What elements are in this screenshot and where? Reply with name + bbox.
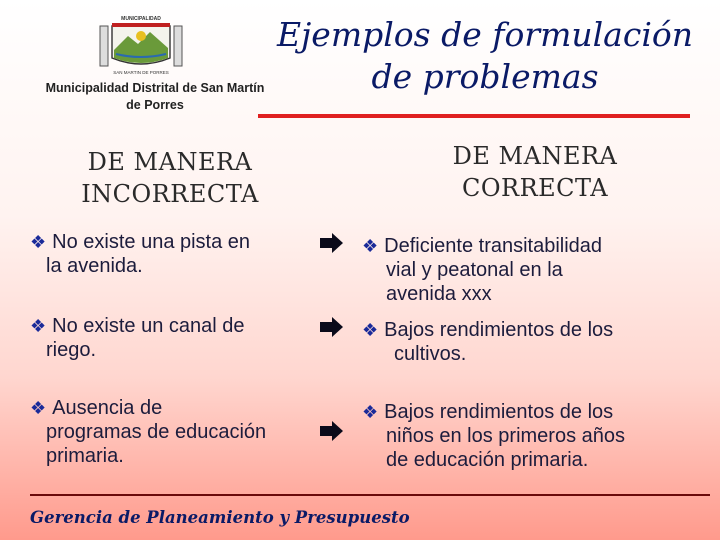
correct-item-3	[362, 400, 625, 472]
footer-divider	[30, 494, 710, 496]
item-text: de educación primaria.	[386, 449, 589, 471]
bullet-icon: ❖	[362, 402, 379, 422]
item-text: No existe una pista en	[52, 231, 251, 253]
correct-item-2	[362, 318, 613, 366]
bullet-icon: ❖	[362, 320, 379, 340]
arrow-right-icon	[318, 316, 344, 338]
municipality-logo	[98, 14, 184, 76]
item-text: vial y peatonal en la	[386, 259, 563, 281]
incorrect-item-1	[30, 230, 250, 278]
arrow-right-icon	[318, 232, 344, 254]
item-text: Ausencia de	[52, 397, 163, 419]
title-underline	[258, 114, 690, 118]
bullet-icon: ❖	[30, 398, 47, 418]
item-text: Deficiente transitabilidad	[384, 235, 603, 257]
svg-text:SAN MARTIN DE PORRES: SAN MARTIN DE PORRES	[113, 70, 169, 75]
incorrect-item-3	[30, 396, 266, 468]
heading-incorrect: DE MANERA INCORRECTA	[81, 148, 259, 208]
bullet-icon: ❖	[30, 232, 47, 252]
svg-text:MUNICIPALIDAD: MUNICIPALIDAD	[121, 16, 161, 22]
item-text: cultivos.	[394, 343, 467, 365]
bullet-icon: ❖	[30, 316, 47, 336]
correct-item-1	[362, 234, 602, 306]
item-text: Bajos rendimientos de los	[384, 401, 614, 423]
item-text: Bajos rendimientos de los	[384, 319, 614, 341]
page-title: Ejemplos de formulación de problemas	[276, 15, 694, 96]
item-text: primaria.	[46, 445, 124, 467]
arrow-right-icon	[318, 420, 344, 442]
bullet-icon: ❖	[362, 236, 379, 256]
footer-text: Gerencia de Planeamiento y Presupuesto	[30, 508, 410, 527]
item-text: riego.	[46, 339, 97, 361]
incorrect-item-2	[30, 314, 244, 362]
item-text: la avenida.	[46, 255, 143, 277]
org-name: Municipalidad Distrital de San Martín de Porres	[45, 81, 265, 112]
item-text: avenida xxx	[386, 283, 492, 305]
item-text: No existe un canal de	[52, 315, 245, 337]
item-text: niños en los primeros años	[386, 425, 626, 447]
item-text: programas de educación	[46, 421, 267, 443]
heading-correct: DE MANERA CORRECTA	[452, 142, 618, 202]
